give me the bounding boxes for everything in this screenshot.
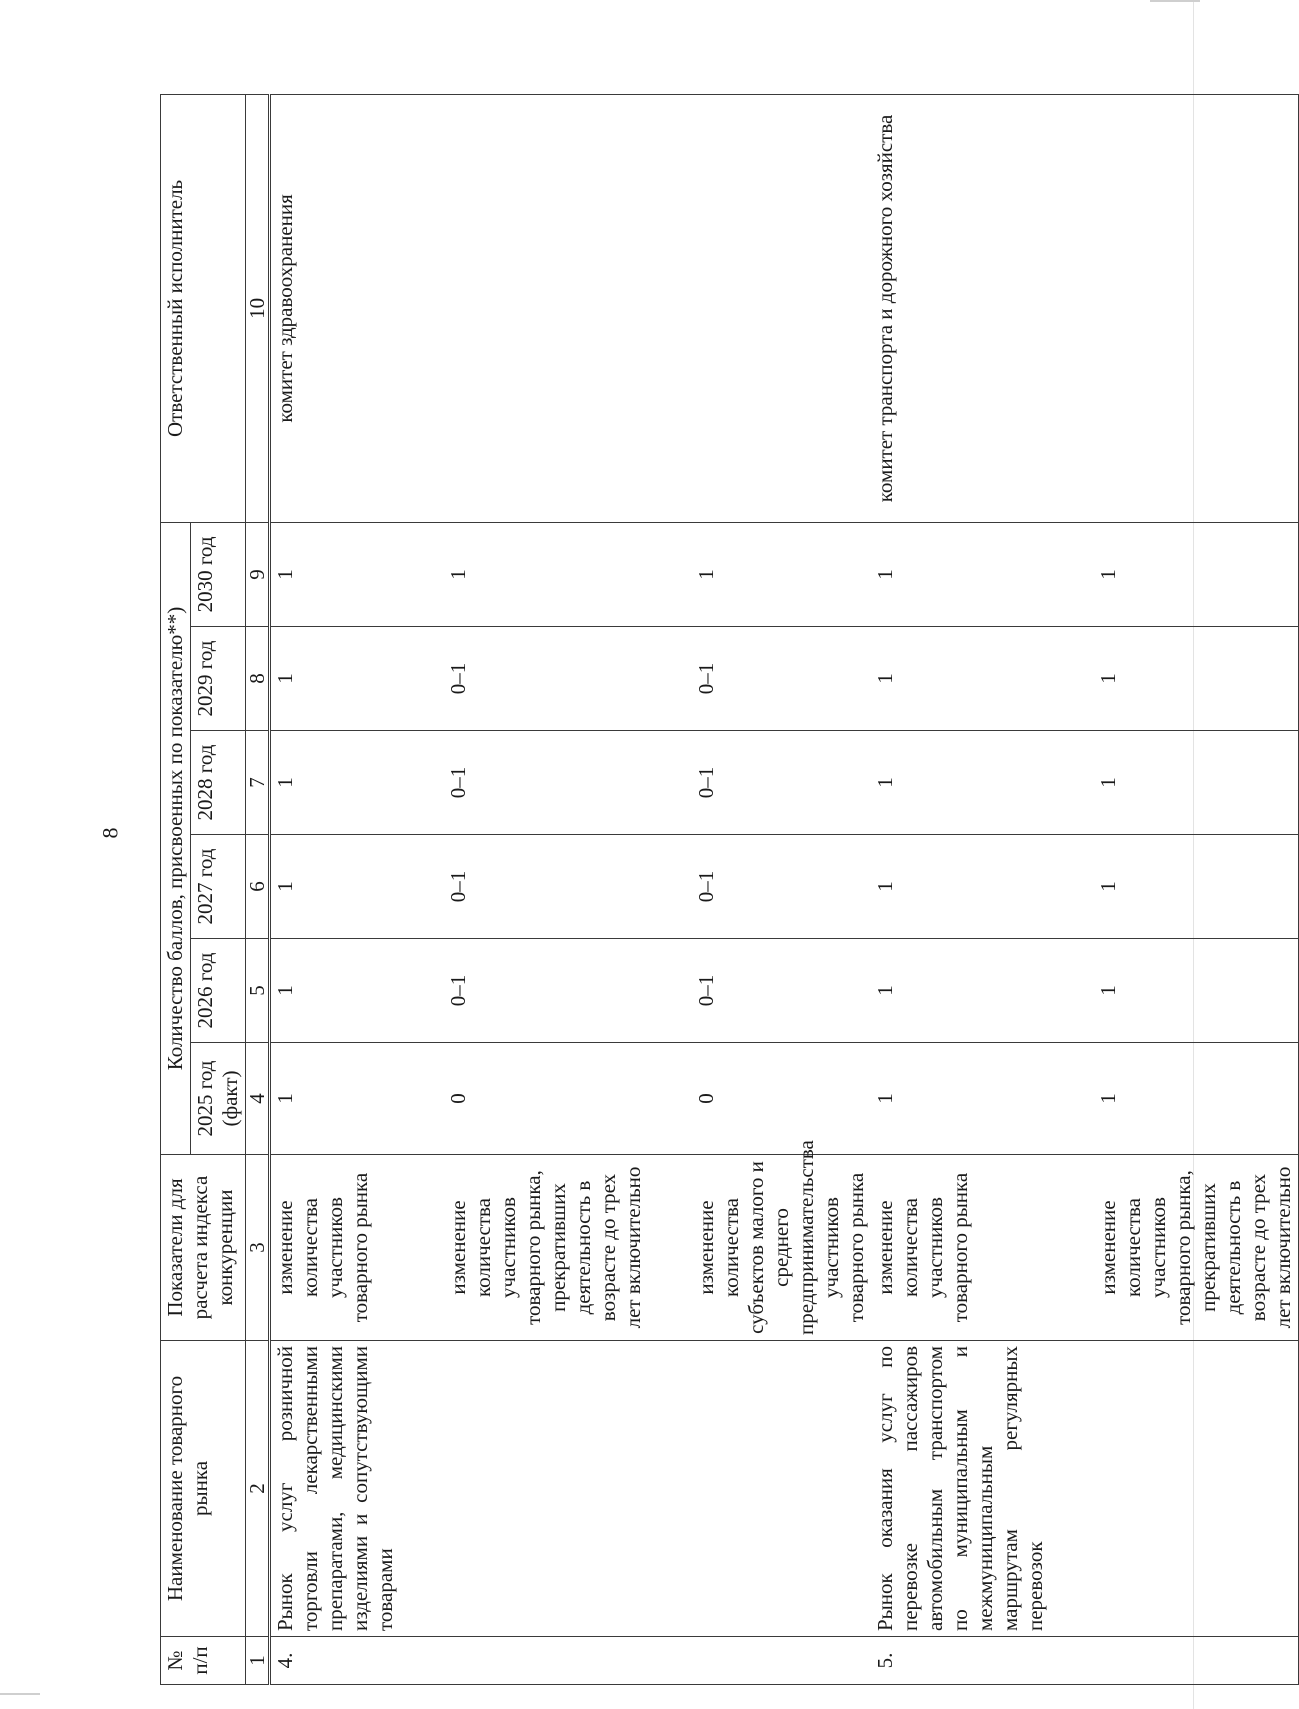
spacer-cell	[648, 522, 692, 626]
header-year-1: 2025 год (факт)	[191, 1043, 246, 1155]
spacer-cell	[1050, 1637, 1094, 1685]
header-no: № п/п	[161, 1637, 246, 1685]
responsible-executor	[1094, 94, 1299, 522]
table-row	[270, 94, 401, 1684]
header-responsible: Ответственный исполнитель	[161, 94, 246, 522]
table-body	[270, 94, 1299, 1684]
points-value: 0–1	[692, 627, 871, 731]
points-value: 1	[871, 835, 1050, 939]
spacer-cell	[1050, 1043, 1094, 1155]
column-number-2: 2	[246, 1341, 270, 1637]
spacer-cell	[1050, 835, 1094, 939]
points-value: 1	[444, 522, 648, 626]
responsible-executor	[444, 94, 648, 522]
header-year-3: 2027 год	[191, 835, 246, 939]
indicator-text: изменение количества участников товарного рынка	[270, 1155, 401, 1341]
points-value: 1	[270, 522, 401, 626]
points-value: 1	[871, 939, 1050, 1043]
spacer-cell	[400, 1155, 444, 1341]
row-number	[692, 1637, 871, 1685]
indicator-text: изменение количества участников товарного рынка, прекративших деятельность в возрасте до трех лет включительно	[444, 1155, 648, 1341]
market-name	[444, 1341, 648, 1637]
spacer-cell	[1050, 731, 1094, 835]
spacer-cell	[400, 1341, 444, 1637]
points-value: 1	[1094, 627, 1299, 731]
scan-mark	[0, 1693, 40, 1695]
column-number-3: 3	[246, 1155, 270, 1341]
spacer-cell	[648, 939, 692, 1043]
points-value: 0–1	[692, 731, 871, 835]
points-value: 0–1	[692, 835, 871, 939]
page-number: 8	[97, 827, 123, 839]
points-value: 0–1	[444, 731, 648, 835]
spacer-cell	[648, 1155, 692, 1341]
column-number-4: 4	[246, 1043, 270, 1155]
spacer-cell	[1050, 1155, 1094, 1341]
spacer-cell	[1050, 627, 1094, 731]
column-number-8: 8	[246, 627, 270, 731]
points-value: 1	[270, 731, 401, 835]
points-value: 1	[871, 731, 1050, 835]
market-name: Рынок оказания услуг по перевозке пассажиров автомобильным транспортом по муниципальным и межмуниципальным маршрутам регулярных перевозок	[871, 1341, 1050, 1637]
points-value: 1	[270, 939, 401, 1043]
indicator-text: изменение количества участников товарного рынка	[871, 1155, 1050, 1341]
points-value: 1	[1094, 835, 1299, 939]
spacer-cell	[648, 835, 692, 939]
table-row	[871, 94, 1050, 1684]
points-value: 0–1	[692, 939, 871, 1043]
points-value: 0–1	[444, 627, 648, 731]
spacer-cell	[648, 731, 692, 835]
points-value: 0–1	[444, 835, 648, 939]
points-value: 1	[871, 627, 1050, 731]
row-number	[1094, 1637, 1299, 1685]
header-year-5: 2029 год	[191, 627, 246, 731]
spacer-cell	[648, 627, 692, 731]
spacer-cell	[400, 627, 444, 731]
row-number: 5.	[871, 1637, 1050, 1685]
points-value: 1	[871, 522, 1050, 626]
points-value: 1	[270, 1043, 401, 1155]
row-number: 4.	[270, 1637, 401, 1685]
header-year-2: 2026 год	[191, 939, 246, 1043]
points-value: 1	[692, 522, 871, 626]
spacer-row	[648, 94, 692, 1684]
spacer-cell	[648, 1637, 692, 1685]
spacer-cell	[400, 1637, 444, 1685]
spacer-cell	[400, 731, 444, 835]
column-number-7: 7	[246, 731, 270, 835]
table-row	[692, 94, 871, 1684]
header-year-6: 2030 год	[191, 522, 246, 626]
points-value: 1	[1094, 522, 1299, 626]
points-value: 1	[270, 835, 401, 939]
spacer-cell	[400, 1043, 444, 1155]
header-year-4: 2028 год	[191, 731, 246, 835]
market-name	[692, 1341, 871, 1637]
spacer-cell	[400, 835, 444, 939]
responsible-executor: комитет здравоохранения	[270, 94, 401, 522]
points-value: 1	[270, 627, 401, 731]
column-number-6: 6	[246, 835, 270, 939]
points-value: 0–1	[444, 939, 648, 1043]
column-numbers-row	[246, 94, 270, 1684]
market-name	[1094, 1341, 1299, 1637]
responsible-executor	[692, 94, 871, 522]
market-name: Рынок услуг розничной торговли лекарственными препаратами, медицинскими изделиями и сопутствующими товарами	[270, 1341, 401, 1637]
spacer-cell	[648, 1341, 692, 1637]
spacer-cell	[1050, 1341, 1094, 1637]
spacer-cell	[648, 1043, 692, 1155]
indicator-text: изменение количества участников товарного рынка, прекративших деятельность в возрасте до трех лет включительно	[1094, 1155, 1299, 1341]
column-number-10: 10	[246, 94, 270, 522]
spacer-cell	[400, 522, 444, 626]
responsible-executor: комитет транспорта и дорожного хозяйства	[871, 94, 1050, 522]
points-value: 1	[1094, 1043, 1299, 1155]
indicator-text: изменение количества субъектов малого и среднего предпринимательства участников товарного рынка	[692, 1155, 871, 1341]
rotated-table-container	[160, 95, 1295, 1685]
column-number-9: 9	[246, 522, 270, 626]
table-row	[444, 94, 648, 1684]
points-value: 1	[1094, 731, 1299, 835]
header-market: Наименование товарного рынка	[161, 1341, 246, 1637]
points-value: 1	[871, 1043, 1050, 1155]
points-value: 1	[1094, 939, 1299, 1043]
column-number-5: 5	[246, 939, 270, 1043]
header-points: Количество баллов, присвоенных по показателю**)	[161, 522, 191, 1154]
spacer-row	[1050, 94, 1094, 1684]
spacer-row	[400, 94, 444, 1684]
points-value: 0	[444, 1043, 648, 1155]
spacer-cell	[1050, 94, 1094, 522]
header-indicators: Показатели для расчета индекса конкуренции	[161, 1155, 246, 1341]
row-number	[444, 1637, 648, 1685]
spacer-cell	[1050, 522, 1094, 626]
table-row	[1094, 94, 1299, 1684]
spacer-cell	[400, 939, 444, 1043]
column-number-1: 1	[246, 1637, 270, 1685]
spacer-cell	[1050, 939, 1094, 1043]
spacer-cell	[400, 94, 444, 522]
points-value: 0	[692, 1043, 871, 1155]
spacer-cell	[648, 94, 692, 522]
competition-index-table	[160, 94, 1299, 1685]
scan-mark	[1150, 0, 1200, 2]
